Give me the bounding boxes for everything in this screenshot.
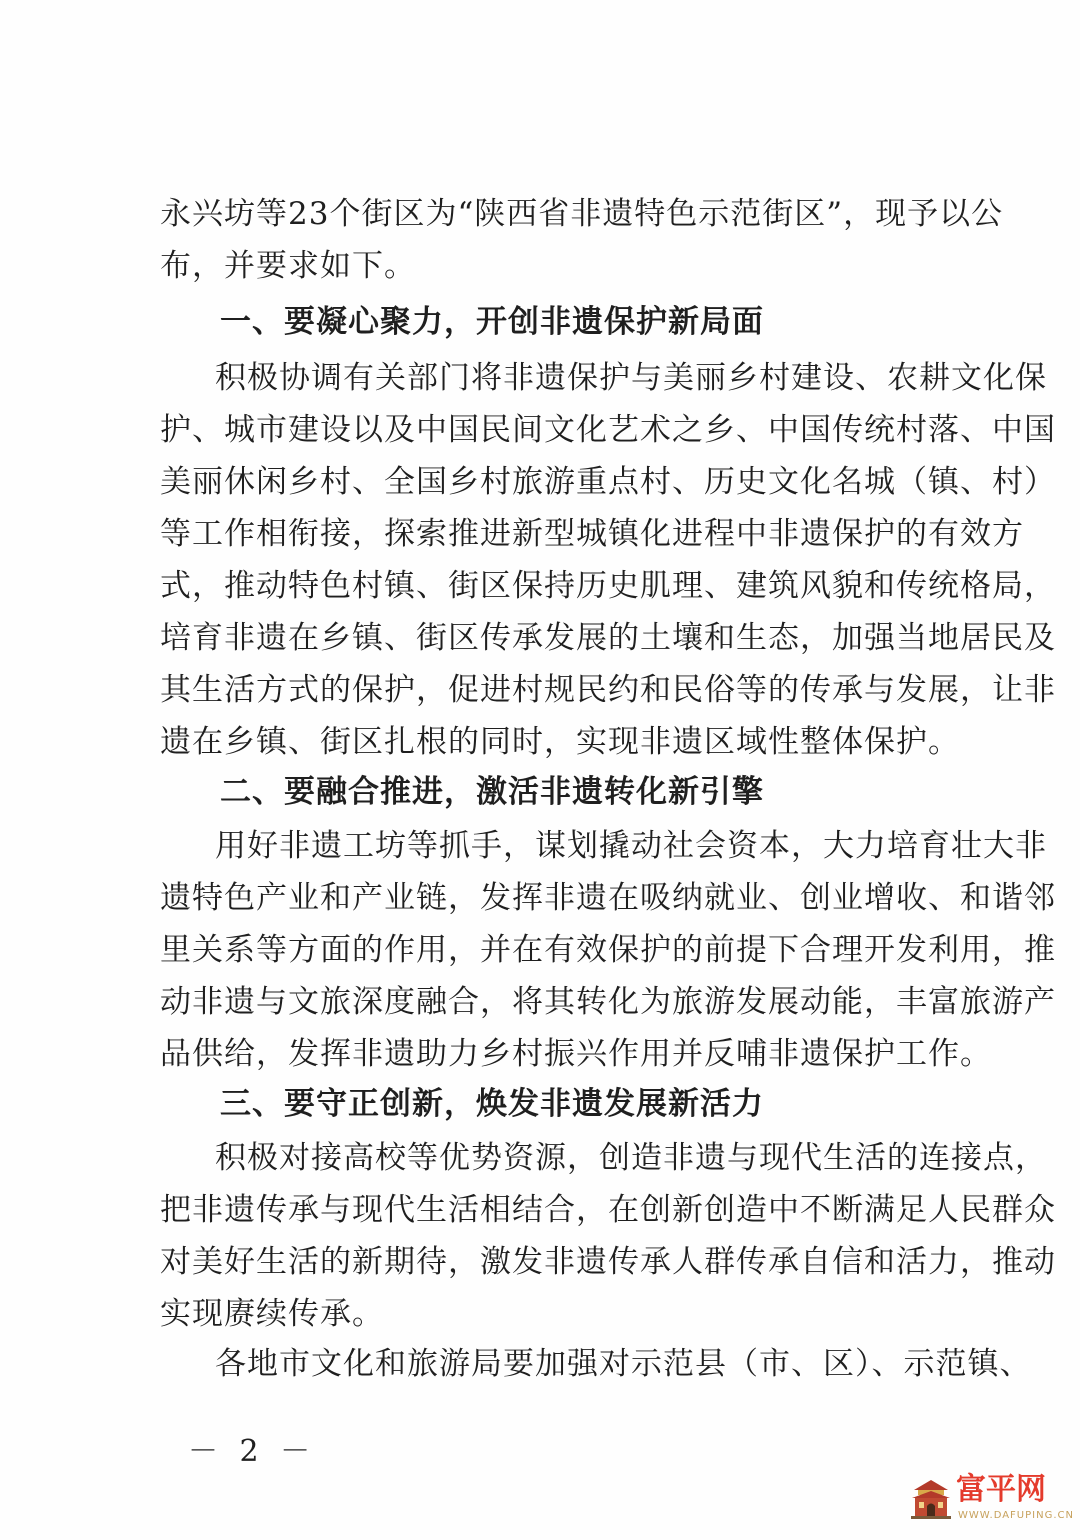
watermark-url: WWW.DAFUPING.CN xyxy=(958,1510,1074,1521)
page-number: － 2 － xyxy=(188,1434,317,1469)
body-line: 用好非遗工坊等抓手，谋划撬动社会资本，大力培育壮大非 xyxy=(215,828,1047,864)
section-heading-1: 一、要凝心聚力，开创非遗保护新局面 xyxy=(220,304,764,340)
body-line: 实现赓续传承。 xyxy=(160,1296,384,1332)
body-line: 把非遗传承与现代生活相结合，在创新创造中不断满足人民群众 xyxy=(160,1192,1056,1228)
body-line: 等工作相衔接，探索推进新型城镇化进程中非遗保护的有效方 xyxy=(160,516,1024,552)
body-line: 其生活方式的保护，促进村规民约和民俗等的传承与发展，让非 xyxy=(160,672,1056,708)
body-line: 护、城市建设以及中国民间文化艺术之乡、中国传统村落、中国 xyxy=(160,412,1056,448)
body-line: 品供给，发挥非遗助力乡村振兴作用并反哺非遗保护工作。 xyxy=(160,1036,992,1072)
body-line: 里关系等方面的作用，并在有效保护的前提下合理开发利用，推 xyxy=(160,932,1056,968)
gate-tower-icon xyxy=(910,1476,952,1520)
body-line: 遗特色产业和产业链，发挥非遗在吸纳就业、创业增收、和谐邻 xyxy=(160,880,1056,916)
body-line: 动非遗与文旅深度融合，将其转化为旅游发展动能，丰富旅游产 xyxy=(160,984,1056,1020)
body-line: 对美好生活的新期待，激发非遗传承人群传承自信和活力，推动 xyxy=(160,1244,1056,1280)
body-line: 积极协调有关部门将非遗保护与美丽乡村建设、农耕文化保 xyxy=(215,360,1047,396)
site-watermark xyxy=(910,1470,1074,1528)
body-line: 积极对接高校等优势资源，创造非遗与现代生活的连接点， xyxy=(215,1140,1047,1176)
watermark-title: 富平网 xyxy=(956,1472,1046,1507)
section-heading-2: 二、要融合推进，激活非遗转化新引擎 xyxy=(220,774,764,810)
body-line: 布，并要求如下。 xyxy=(160,248,416,284)
body-line: 式，推动特色村镇、街区保持历史肌理、建筑风貌和传统格局， xyxy=(160,568,1056,604)
body-line: 各地市文化和旅游局要加强对示范县（市、区）、示范镇、 xyxy=(215,1346,1032,1382)
body-line: 培育非遗在乡镇、街区传承发展的土壤和生态，加强当地居民及 xyxy=(160,620,1056,656)
body-line: 永兴坊等23个街区为“陕西省非遗特色示范街区”，现予以公 xyxy=(160,196,1004,232)
body-line: 遗在乡镇、街区扎根的同时，实现非遗区域性整体保护。 xyxy=(160,724,960,760)
body-line: 美丽休闲乡村、全国乡村旅游重点村、历史文化名城（镇、村） xyxy=(160,464,1056,500)
section-heading-3: 三、要守正创新，焕发非遗发展新活力 xyxy=(220,1086,764,1122)
